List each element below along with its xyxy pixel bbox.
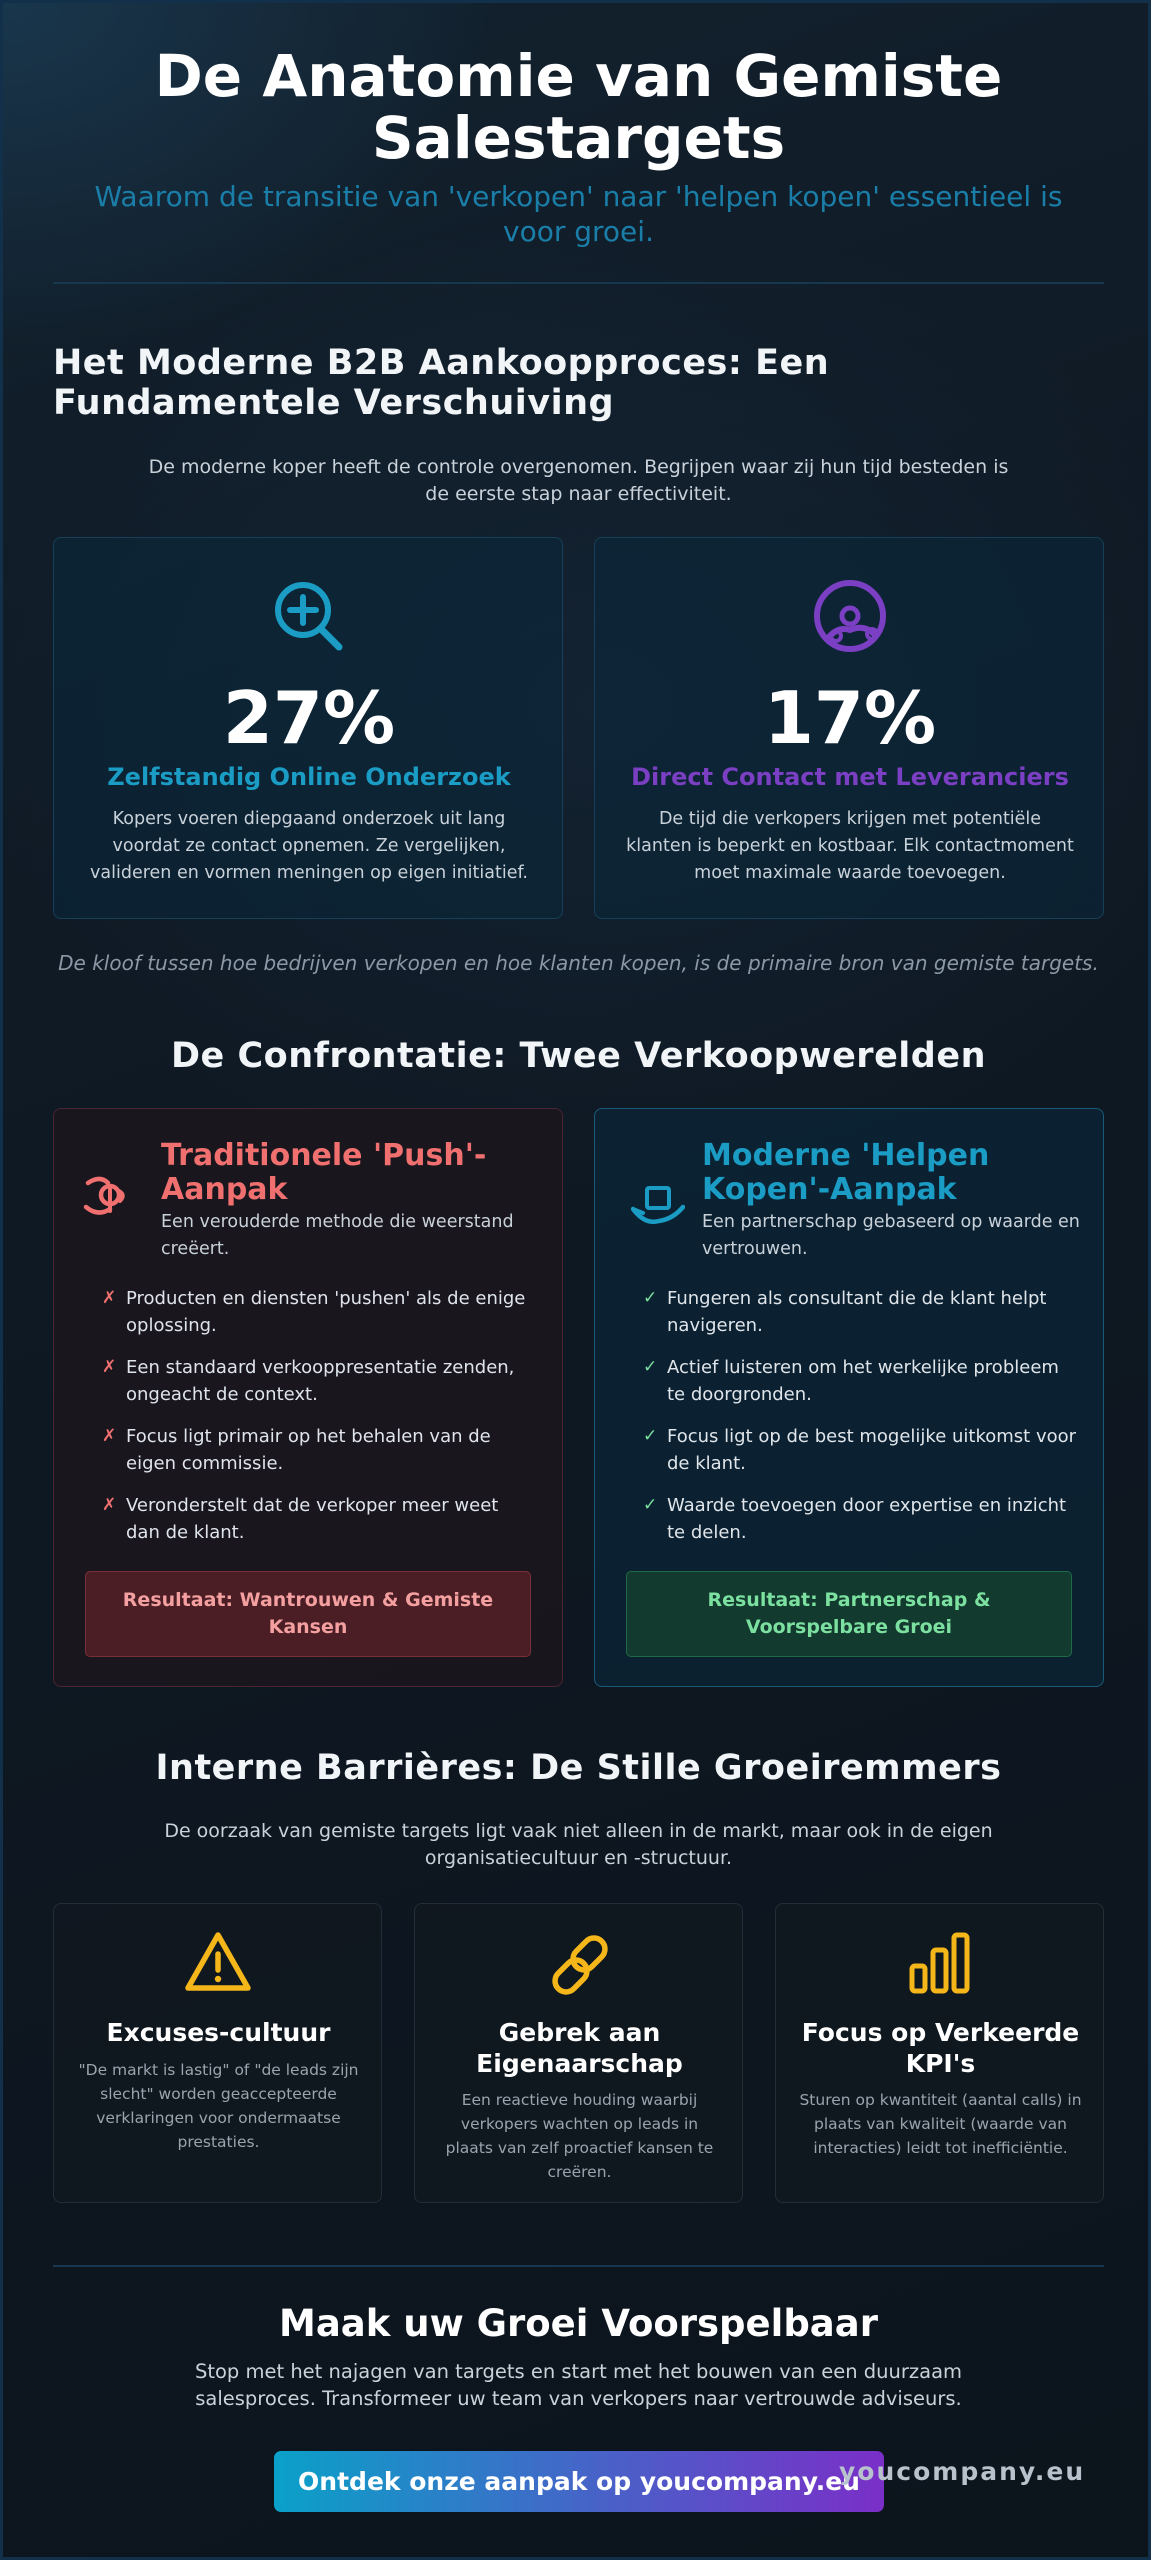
traditional-subtitle: Een verouderde methode die weerstand creëert.	[161, 1212, 514, 1259]
cross-icon: ✗	[102, 1288, 117, 1308]
modern-list	[643, 1285, 1083, 1561]
page-title: De Anatomie van Gemiste Salestargets	[154, 42, 1003, 172]
cross-icon: ✗	[102, 1495, 117, 1515]
barrier-card-excuses	[53, 1903, 382, 2203]
divider	[53, 282, 1104, 284]
warning-triangle-icon	[183, 1930, 253, 1994]
barriers-title: Interne Barrières: De Stille Groeiremmers	[155, 1748, 1002, 1788]
barrier-description: Een reactieve houding waarbij verkopers wachten op leads in plaats van zelf proactief kansen te creëren.	[445, 2091, 714, 2181]
barrier-description: "De markt is lastig" of "de leads zijn slecht" worden geaccepteerde verklaringen voor ondermaatse prestaties.	[78, 2061, 359, 2151]
push-hand-icon	[80, 1171, 130, 1221]
list-item: ✓ Focus ligt op de best mogelijke uitkomst voor de klant.	[643, 1423, 1083, 1492]
barriers-intro: De oorzaak van gemiste targets ligt vaak niet alleen in de markt, maar ook in de eigen organisatiecultuur en -structuur.	[164, 1820, 993, 1869]
list-item: ✗ Producten en diensten 'pushen' als de enige oplossing.	[102, 1285, 542, 1354]
barrier-title: Gebrek aan Eigenaarschap	[476, 2018, 683, 2078]
link-icon	[545, 1930, 615, 2000]
stat-label: Direct Contact met Leveranciers	[631, 763, 1069, 791]
stat-card-direct-contact	[594, 537, 1104, 919]
process-title: Het Moderne B2B Aankoopproces: Een Fundamentele Verschuiving	[53, 343, 830, 423]
check-icon: ✓	[643, 1357, 658, 1377]
watermark-logo: youcompany.eu	[839, 2457, 1086, 2486]
confrontation-title: De Confrontatie: Twee Verkoopwerelden	[170, 1036, 987, 1076]
list-item: ✗ Veronderstelt dat de verkoper meer weet dan de klant.	[102, 1492, 542, 1561]
list-item: ✓ Actief luisteren om het werkelijke probleem te doorgronden.	[643, 1354, 1083, 1423]
stat-value: 27%	[222, 676, 396, 760]
barrier-title: Focus op Verkeerde KPI's	[801, 2018, 1080, 2078]
traditional-result: Resultaat: Wantrouwen & Gemiste Kansen	[85, 1571, 531, 1657]
stat-card-online-research	[53, 537, 563, 919]
cta-button[interactable]: Ontdek onze aanpak op youcompany.eu	[274, 2451, 884, 2512]
cross-icon: ✗	[102, 1357, 117, 1377]
check-icon: ✓	[643, 1495, 658, 1515]
modern-approach-card	[594, 1108, 1104, 1687]
barrier-card-kpis	[775, 1903, 1104, 2203]
divider	[53, 2265, 1104, 2267]
cross-icon: ✗	[102, 1426, 117, 1446]
list-item: ✓ Waarde toevoegen door expertise en inzicht te delen.	[643, 1492, 1083, 1561]
user-contact-icon	[808, 576, 892, 660]
page-subtitle: Waarom de transitie van 'verkopen' naar 'helpen kopen' essentieel is voor groei.	[94, 180, 1063, 248]
list-item: ✗ Een standaard verkooppresentatie zenden, ongeacht de context.	[102, 1354, 542, 1423]
traditional-list	[102, 1285, 542, 1561]
modern-title: Moderne 'Helpen Kopen'-Aanpak	[702, 1138, 990, 1207]
check-icon: ✓	[643, 1288, 658, 1308]
stat-label: Zelfstandig Online Onderzoek	[107, 763, 511, 791]
barrier-description: Sturen op kwantiteit (aantal calls) in plaats van kwaliteit (waarde van interacties) leidt tot inefficiëntie.	[799, 2091, 1082, 2157]
stat-description: Kopers voeren diepgaand onderzoek uit lang voordat ze contact opnemen. Ze vergelijken, valideren en vormen meningen op eigen initiatief.	[90, 809, 528, 883]
traditional-title: Traditionele 'Push'- Aanpak	[161, 1138, 487, 1207]
helping-hand-icon	[631, 1185, 685, 1229]
cta-title: Maak uw Groei Voorspelbaar	[279, 2302, 878, 2345]
cta-text: Stop met het najagen van targets en start met het bouwen van een duurzaam salesproces. Transformeer uw team van verkopers naar vertrouwde adviseurs.	[194, 2360, 963, 2410]
stat-value: 17%	[763, 676, 937, 760]
search-plus-icon	[267, 576, 351, 660]
stat-description: De tijd die verkopers krijgen met potentiële klanten is beperkt en kostbaar. Elk contactmoment moet maximale waarde toevoegen.	[626, 809, 1074, 883]
barrier-title: Excuses-cultuur	[106, 2018, 331, 2047]
gap-quote: De kloof tussen hoe bedrijven verkopen en hoe klanten kopen, is de primaire bron van gemiste targets.	[58, 951, 1099, 975]
list-item: ✗ Focus ligt primair op het behalen van de eigen commissie.	[102, 1423, 542, 1492]
process-intro: De moderne koper heeft de controle overgenomen. Begrijpen waar zij hun tijd besteden is de eerste stap naar effectiviteit.	[148, 456, 1009, 505]
barrier-card-ownership	[414, 1903, 743, 2203]
traditional-approach-card	[53, 1108, 563, 1687]
bar-chart-icon	[907, 1930, 973, 1996]
modern-result: Resultaat: Partnerschap & Voorspelbare Groei	[626, 1571, 1072, 1657]
list-item: ✓ Fungeren als consultant die de klant helpt navigeren.	[643, 1285, 1083, 1354]
modern-subtitle: Een partnerschap gebaseerd op waarde en vertrouwen.	[702, 1212, 1080, 1259]
check-icon: ✓	[643, 1426, 658, 1446]
